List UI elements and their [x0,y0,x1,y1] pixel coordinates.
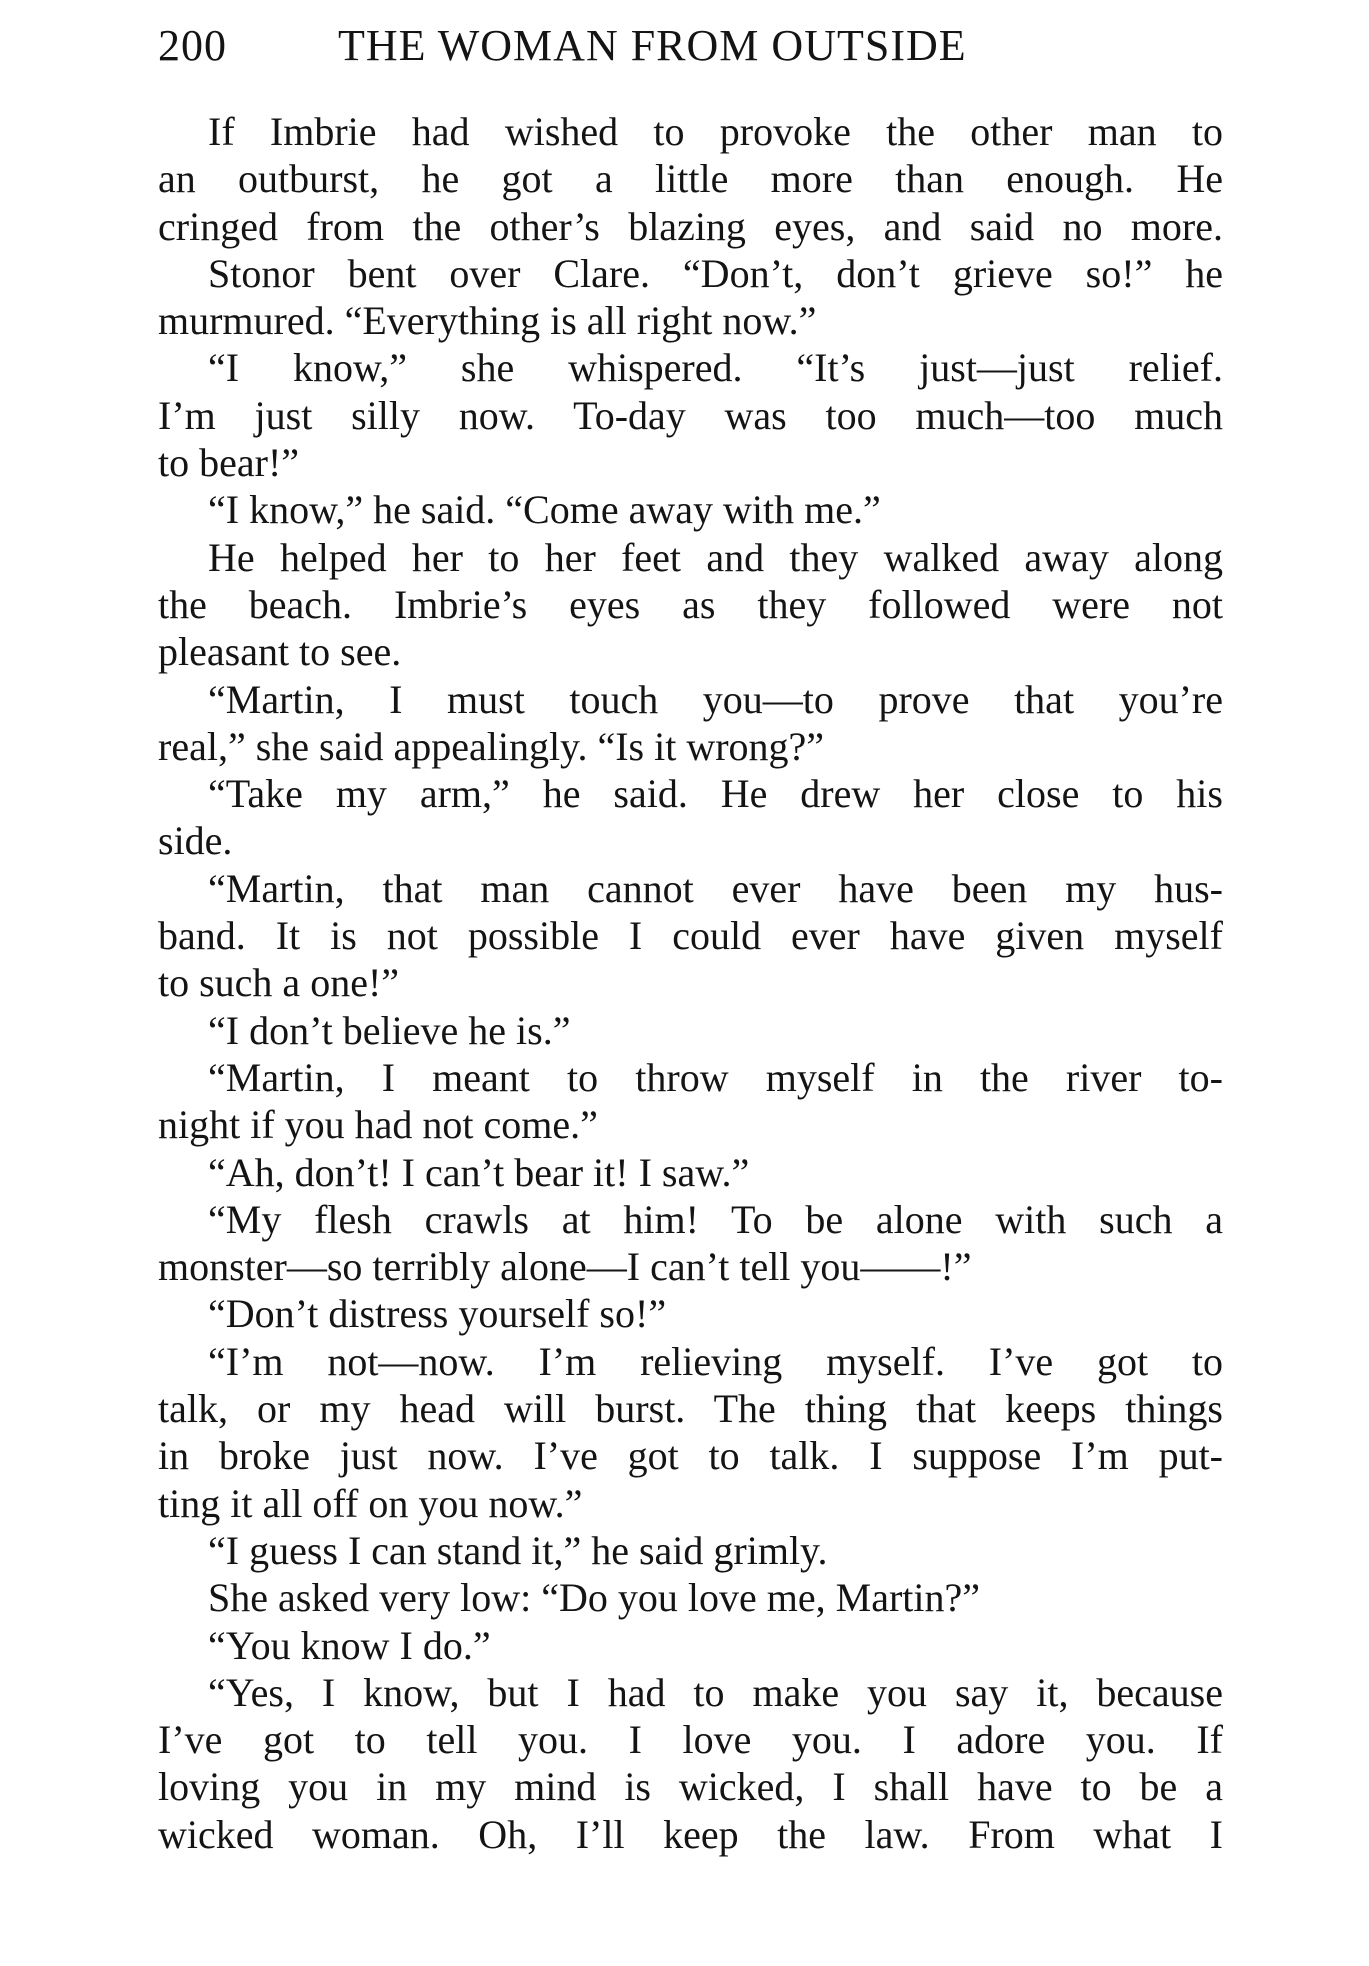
text-line: “Don’t distress yourself so!” [208,1291,667,1337]
text-line: an outburst, he got a little more than enough. He [158,156,1223,202]
text-line: cringed from the other’s blazing eyes, and said no more. [158,203,1223,249]
text-line: “I’m not—now. I’m relieving myself. I’ve got to [208,1338,1223,1384]
text-line: I’m just silly now. To-day was too much—too much [158,392,1223,438]
text-line: monster—so terribly alone—I can’t tell you——!” [158,1244,972,1290]
text-line: in broke just now. I’ve got to talk. I suppose I’m put- [158,1433,1223,1479]
text-line: the beach. Imbrie’s eyes as they followed were not [158,581,1223,627]
text-line: She asked very low: “Do you love me, Martin?” [208,1575,981,1621]
text-line: “Martin, that man cannot ever have been my hus- [208,865,1223,911]
text-line: “Ah, don’t! I can’t bear it! I saw.” [208,1149,750,1195]
text-line: “My flesh crawls at him! To be alone with such a [208,1196,1223,1242]
text-line: real,” she said appealingly. “Is it wrong?” [158,723,825,769]
text-line: talk, or my head will burst. The thing that keeps things [158,1386,1223,1432]
text-line: to such a one!” [158,960,400,1006]
text-line: “Martin, I meant to throw myself in the river to- [208,1054,1223,1100]
text-line: “I guess I can stand it,” he said grimly. [208,1527,828,1573]
text-line: band. It is not possible I could ever have given myself [158,913,1223,959]
text-line: ting it all off on you now.” [158,1480,583,1526]
text-line: “Take my arm,” he said. He drew her close to his [208,771,1223,817]
text-line: I’ve got to tell you. I love you. I adore you. If [158,1717,1223,1763]
page-number: 200 [158,21,227,70]
page-header [158,16,1258,76]
body-text [158,108,1223,1858]
text-line: “Yes, I know, but I had to make you say it, because [208,1669,1223,1715]
text-line: “I don’t believe he is.” [208,1007,571,1053]
text-line: “I know,” she whispered. “It’s just—just relief. [208,345,1223,391]
text-line: to bear!” [158,440,300,486]
text-line: He helped her to her feet and they walked away along [208,534,1223,580]
text-line: loving you in my mind is wicked, I shall have to be a [158,1764,1223,1810]
text-line: wicked woman. Oh, I’ll keep the law. From what I [158,1811,1223,1857]
text-line: “I know,” he said. “Come away with me.” [208,487,881,533]
running-title: THE WOMAN FROM OUTSIDE [338,21,967,70]
text-line: Stonor bent over Clare. “Don’t, don’t grieve so!” he [208,250,1223,296]
text-line: “You know I do.” [208,1622,491,1668]
text-line: night if you had not come.” [158,1102,598,1148]
text-line: “Martin, I must touch you—to prove that you’re [208,676,1223,722]
text-line: side. [158,818,233,864]
text-line: murmured. “Everything is all right now.” [158,298,817,344]
text-line: pleasant to see. [158,629,402,675]
text-line: If Imbrie had wished to provoke the other man to [208,109,1223,154]
